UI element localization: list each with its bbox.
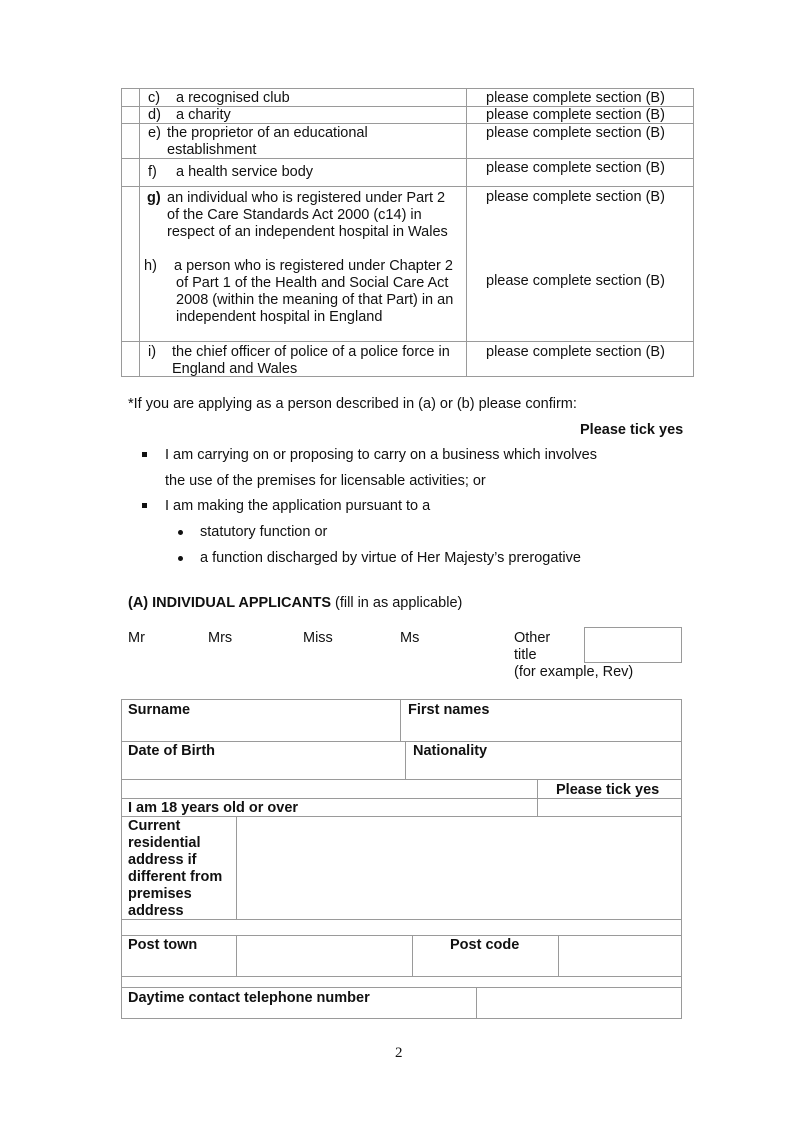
post-code-label: Post code [450, 937, 520, 953]
row-action-i: please complete section (B) [486, 344, 665, 360]
row-action-e: please complete section (B) [486, 125, 665, 141]
row-text-d: a charity [176, 107, 231, 123]
row-action-d: please complete section (B) [486, 107, 665, 123]
title-mr[interactable]: Mr [128, 630, 145, 646]
nationality-input[interactable] [407, 760, 680, 778]
row-marker-h: h) [144, 258, 157, 274]
section-a-heading-note: (fill in as applicable) [331, 595, 463, 611]
row-text-g-line3: respect of an independent hospital in Wales [167, 224, 448, 240]
row-text-h-line2: of Part 1 of the Health and Social Care Act [176, 275, 449, 291]
row-marker-g: g) [147, 190, 161, 206]
row-action-f: please complete section (B) [486, 160, 665, 176]
nationality-label: Nationality [413, 743, 488, 759]
other-title-label-line3: (for example, Rev) [514, 664, 634, 680]
address-label-line: address [128, 903, 184, 919]
title-miss[interactable]: Miss [303, 630, 333, 646]
row-action-g: please complete section (B) [486, 189, 665, 205]
bullet-square-icon [142, 452, 147, 457]
age-confirm-label: I am 18 years old or over [128, 800, 299, 816]
row-marker-c: c) [148, 90, 161, 106]
dob-input[interactable] [122, 760, 404, 778]
address-input[interactable] [238, 818, 680, 918]
first-names-label: First names [408, 702, 490, 718]
row-marker-i: i) [148, 344, 157, 360]
section-a-heading [128, 595, 462, 612]
row-marker-e: e) [148, 125, 161, 141]
address-label-line: Current [128, 818, 181, 834]
other-title-label-line1: Other [514, 630, 551, 646]
address-label-line: residential [128, 835, 201, 851]
confirm-bullet2: I am making the application pursuant to a [165, 498, 431, 514]
row-text-f: a health service body [176, 164, 314, 180]
confirm-tick-label: Please tick yes [580, 422, 684, 438]
row-text-i-line2: England and Wales [172, 361, 298, 377]
address-label-line: address if [128, 852, 197, 868]
row-text-g-line2: of the Care Standards Act 2000 (c14) in [167, 207, 422, 223]
row-text-c: a recognised club [176, 90, 290, 106]
row-text-g-line1: an individual who is registered under Part 2 [167, 190, 446, 206]
row-text-i-line1: the chief officer of police of a police force in [172, 344, 450, 360]
post-town-input[interactable] [238, 937, 411, 975]
other-title-input[interactable] [584, 627, 682, 663]
address-label-line: different from [128, 869, 223, 885]
post-town-label: Post town [128, 937, 198, 953]
row-action-c: please complete section (B) [486, 90, 665, 106]
confirm-bullet1-line2: the use of the premises for licensable activities; or [165, 473, 486, 489]
confirm-sub1: statutory function or [200, 524, 328, 540]
age-confirm-tickbox[interactable] [539, 800, 680, 815]
tick-yes-label: Please tick yes [556, 782, 660, 798]
first-names-input[interactable] [402, 719, 680, 740]
surname-input[interactable] [122, 719, 399, 740]
row-text-e-line2: establishment [167, 142, 257, 158]
other-title-label-line2: title [514, 647, 537, 663]
row-marker-f: f) [148, 164, 157, 180]
phone-input[interactable] [478, 989, 680, 1017]
address-label-line: premises [128, 886, 192, 902]
surname-label: Surname [128, 702, 191, 718]
row-text-h-line4: independent hospital in England [176, 309, 383, 325]
page-number: 2 [395, 1045, 403, 1061]
bullet-square-icon [142, 503, 147, 508]
row-text-h-line1: a person who is registered under Chapter 2 [174, 258, 453, 274]
section-a-heading-bold: (A) INDIVIDUAL APPLICANTS [128, 595, 331, 611]
row-text-h-line3: 2008 (within the meaning of that Part) in an [176, 292, 454, 308]
dob-label: Date of Birth [128, 743, 215, 759]
row-marker-d: d) [148, 107, 161, 123]
post-code-input[interactable] [560, 937, 680, 975]
row-text-e-line1: the proprietor of an educational [167, 125, 368, 141]
phone-label: Daytime contact telephone number [128, 990, 370, 1006]
bullet-dot-icon [178, 556, 183, 561]
title-ms[interactable]: Ms [400, 630, 420, 646]
bullet-dot-icon [178, 530, 183, 535]
confirm-sub2: a function discharged by virtue of Her Majesty’s prerogative [200, 550, 581, 566]
confirm-intro: *If you are applying as a person described in (a) or (b) please confirm: [128, 396, 577, 412]
confirm-bullet1-line1: I am carrying on or proposing to carry on a business which involves [165, 447, 597, 463]
title-mrs[interactable]: Mrs [208, 630, 233, 646]
row-action-h: please complete section (B) [486, 273, 665, 289]
